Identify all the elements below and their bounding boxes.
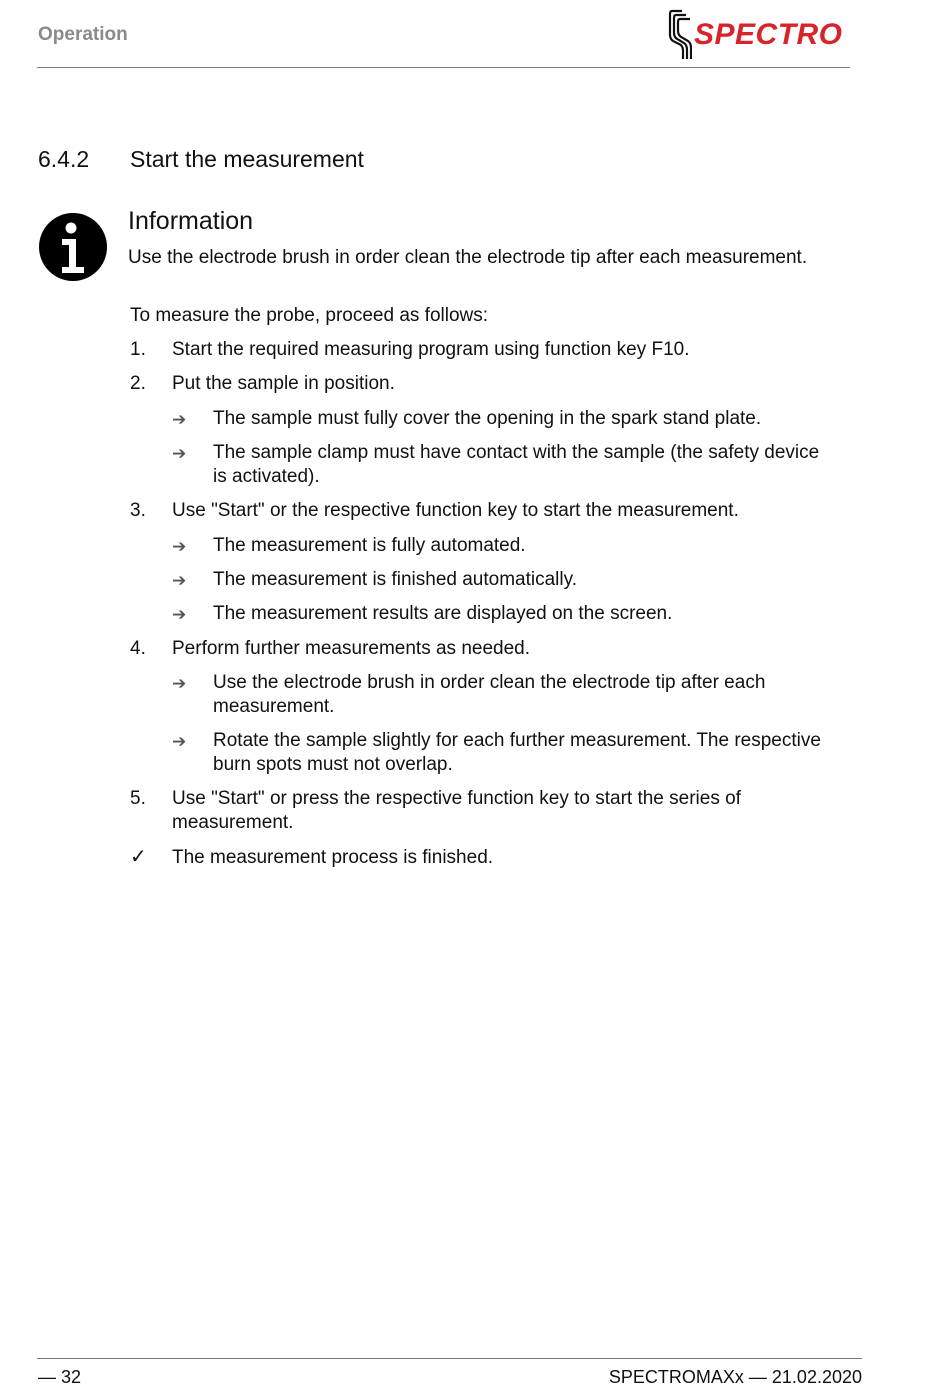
logo-text: SPECTRO: [694, 18, 843, 51]
result-arrow-icon: ➔: [172, 732, 187, 751]
result-arrow-icon: ➔: [172, 410, 187, 429]
step-text: Put the sample in position.: [172, 373, 395, 394]
header-divider: [37, 67, 850, 68]
result-text-continued: burn spots must not overlap.: [213, 754, 453, 775]
result-arrow-icon: ➔: [172, 674, 187, 693]
checkmark-icon: ✓: [130, 846, 147, 868]
info-text: Use the electrode brush in order clean the electrode tip after each measurement.: [128, 247, 808, 268]
spectro-logo-mark-icon: [668, 9, 692, 61]
final-result-text: The measurement process is finished.: [172, 847, 494, 868]
step-text: Start the required measuring program using function key F10.: [172, 339, 690, 360]
step-text-continued: measurement.: [172, 812, 294, 833]
step-number: 4.: [130, 638, 146, 659]
info-icon: [38, 212, 108, 282]
result-text: The measurement results are displayed on the screen.: [213, 603, 673, 624]
result-text: The sample clamp must have contact with the sample (the safety device: [213, 442, 820, 463]
step-text: Use "Start" or press the respective function key to start the series of: [172, 788, 741, 809]
document-id: SPECTROMAXx — 21.02.2020: [608, 1367, 862, 1387]
result-text: The measurement is fully automated.: [213, 535, 526, 556]
step-text: Use "Start" or the respective function key to start the measurement.: [172, 500, 739, 521]
result-text: Use the electrode brush in order clean the electrode tip after each: [213, 672, 766, 693]
header-section-title: Operation: [38, 24, 128, 45]
info-heading: Information: [128, 207, 254, 235]
procedure-intro: To measure the probe, proceed as follows:: [130, 305, 489, 326]
step-number: 2.: [130, 373, 146, 394]
result-text: The sample must fully cover the opening in the spark stand plate.: [213, 408, 762, 429]
section-title: Start the measurement: [130, 146, 364, 172]
step-number: 5.: [130, 788, 146, 809]
spectro-logo: [668, 9, 850, 61]
result-arrow-icon: ➔: [172, 571, 187, 590]
step-text: Perform further measurements as needed.: [172, 638, 531, 659]
result-text: The measurement is finished automatically.: [213, 569, 577, 590]
step-number: 3.: [130, 500, 146, 521]
result-text-continued: is activated).: [213, 466, 320, 487]
result-text-continued: measurement.: [213, 696, 335, 717]
page-number: — 32: [38, 1367, 82, 1387]
step-number: 1.: [130, 339, 146, 360]
result-arrow-icon: ➔: [172, 605, 187, 624]
result-arrow-icon: ➔: [172, 444, 187, 463]
result-arrow-icon: ➔: [172, 537, 187, 556]
footer-divider: [37, 1358, 862, 1359]
result-text: Rotate the sample slightly for each further measurement. The respective: [213, 730, 821, 751]
section-number: 6.4.2: [38, 146, 90, 172]
